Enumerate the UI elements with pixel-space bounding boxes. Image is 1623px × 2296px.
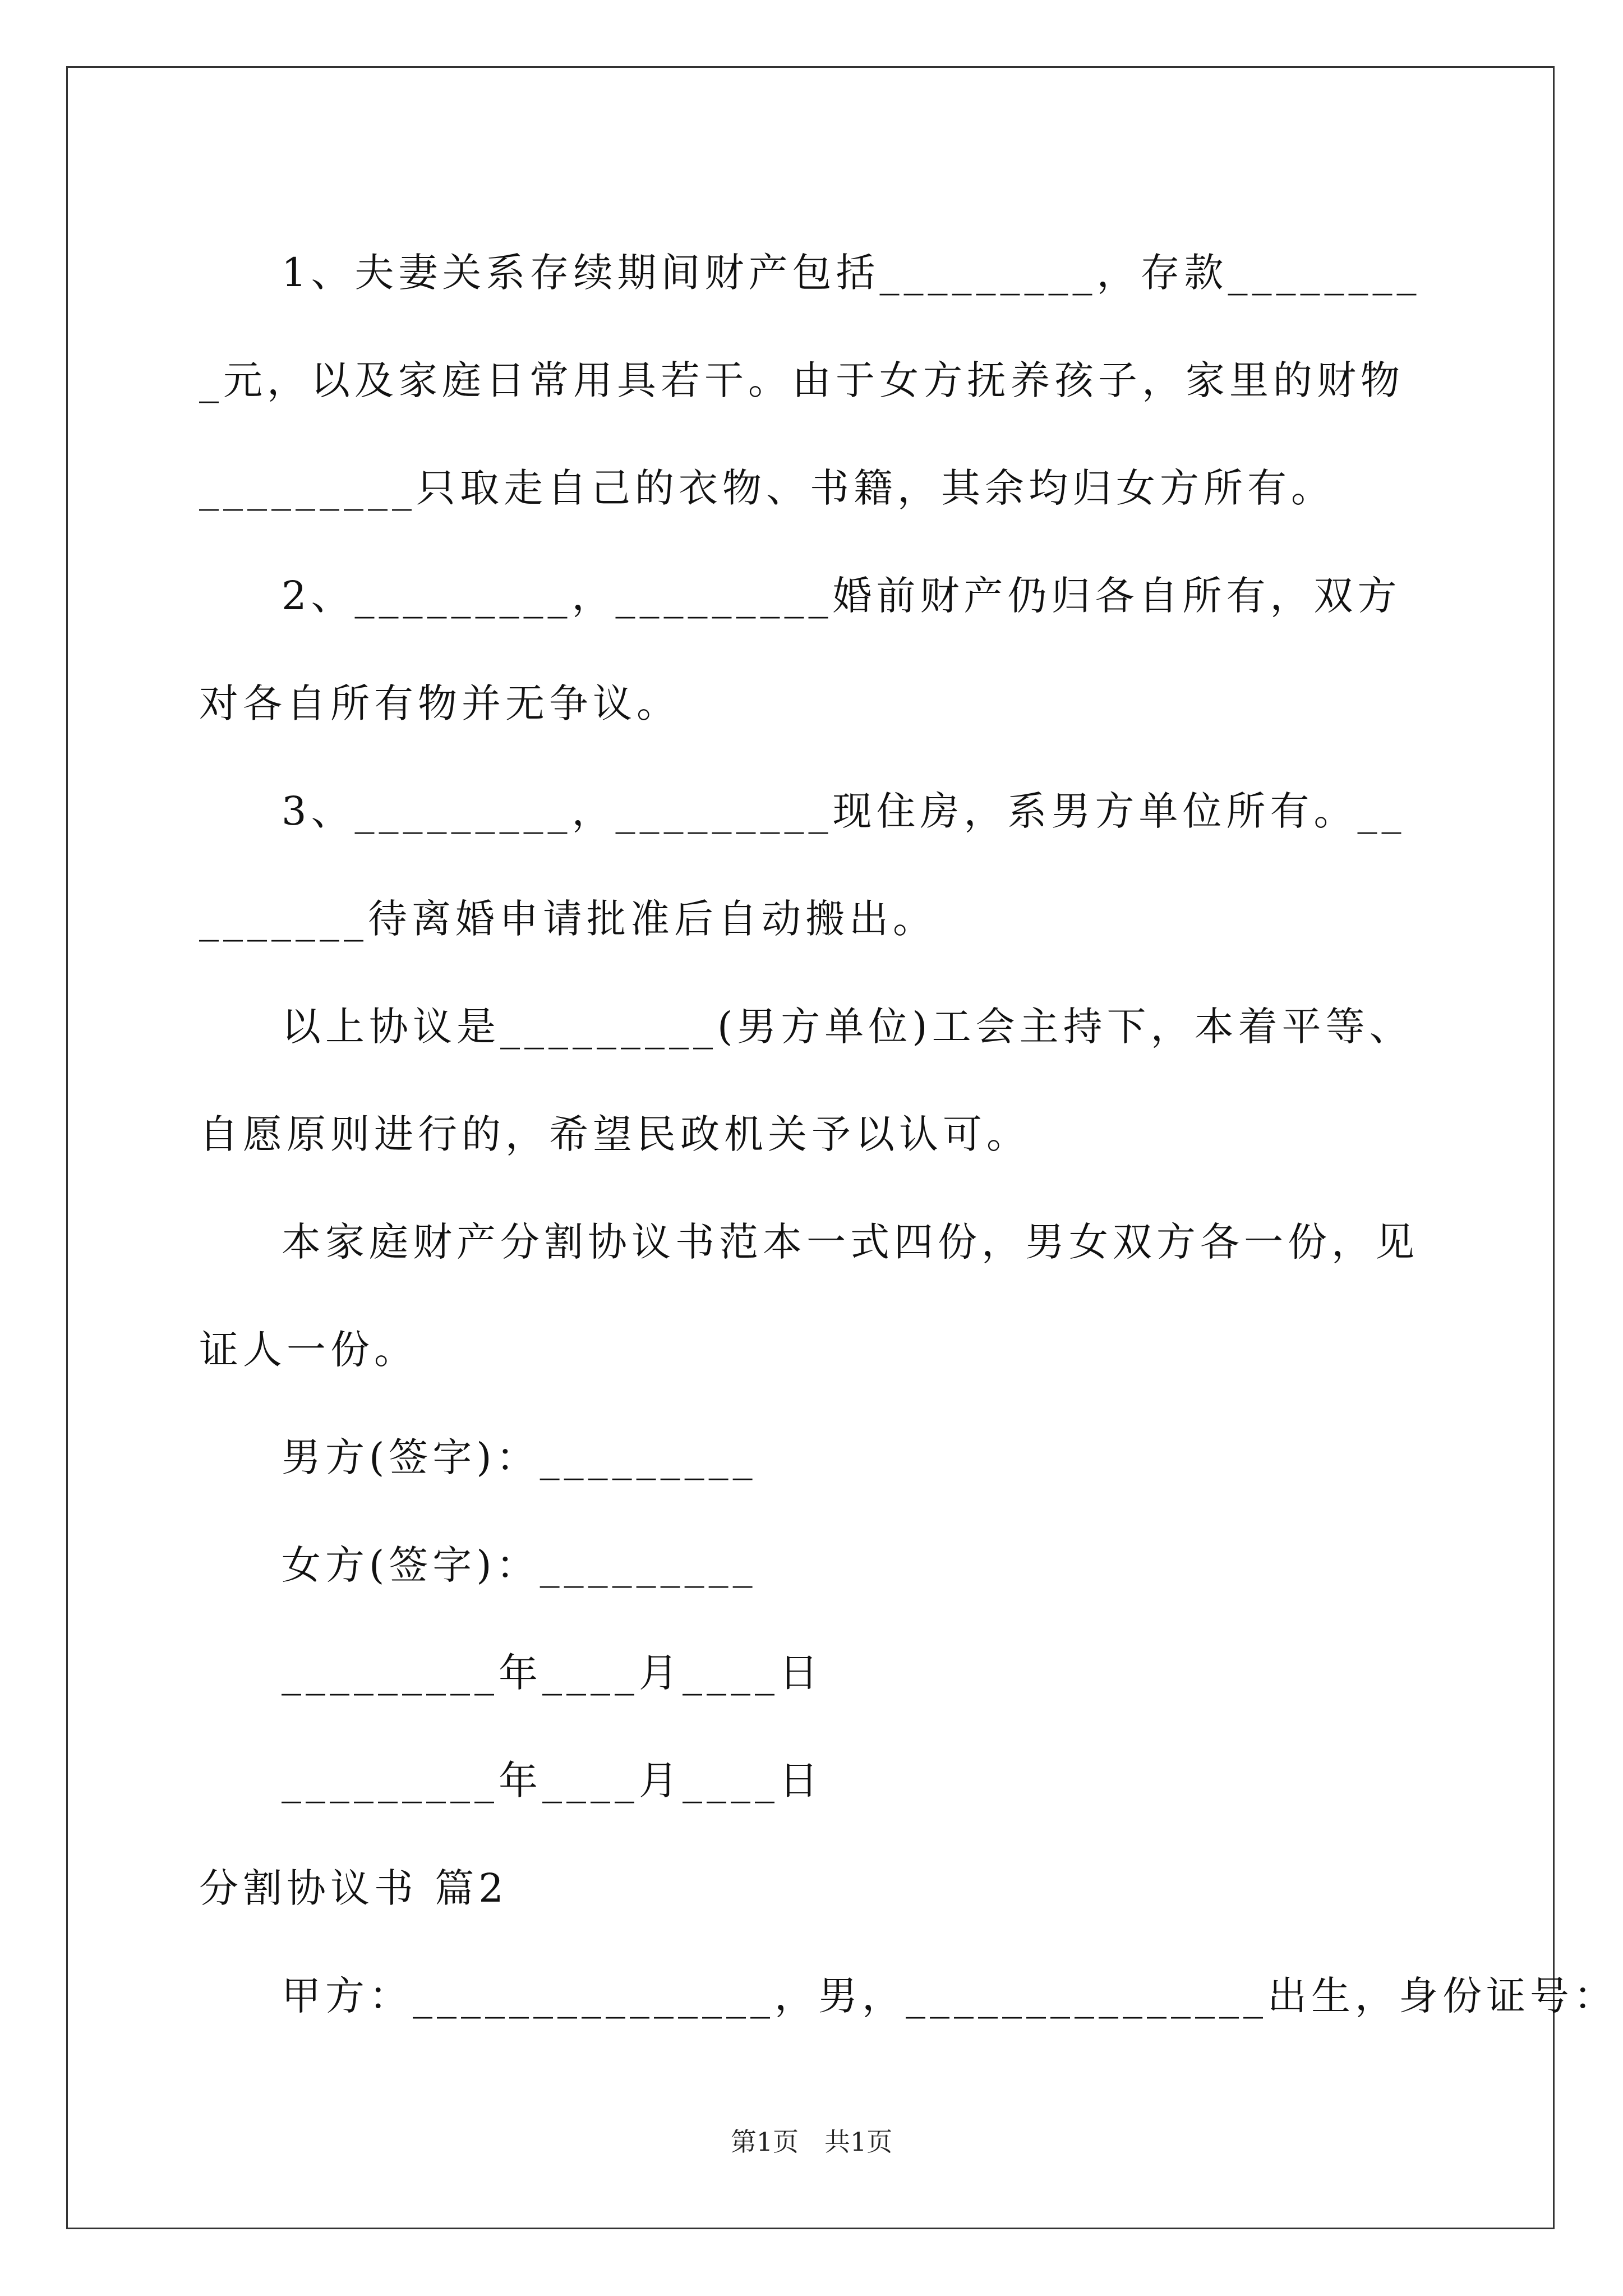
paragraph-copies: 本家庭财产分割协议书范本一式四份，男女双方各一份，见证人一份。 bbox=[199, 1219, 1419, 1373]
signature-female: 女方(签字)：_________ bbox=[282, 1542, 757, 1588]
page-footer: 第1页 共1页 bbox=[730, 2127, 893, 2157]
party-a-line: 甲方：_______________，男，_______________出生，身份证号： bbox=[282, 1973, 1617, 2019]
paragraph-housing: 3、_________，_________现住房，系男方单位所有。_________待离婚申请批准后自动搬出。 bbox=[199, 788, 1406, 942]
date-line-1: _________年____月____日 bbox=[282, 1650, 823, 1696]
section-heading: 分割协议书 篇2 bbox=[199, 1865, 508, 1911]
date-line-2: _________年____月____日 bbox=[282, 1757, 823, 1803]
paragraph-property-list: 1、夫妻关系存续期间财产包括_________，存款_________元，以及家庭日常用具若干。由于女方抚养孩子，家里的财物_________只取走自己的衣物、书籍，其余均归女方所有。 bbox=[199, 250, 1421, 511]
signature-male: 男方(签字)：_________ bbox=[282, 1434, 757, 1480]
paragraph-premarital-property: 2、_________，_________婚前财产仍归各自所有，双方对各自所有物并无争议。 bbox=[199, 573, 1401, 726]
paragraph-union-hosted: 以上协议是_________(男方单位)工会主持下，本着平等、自愿原则进行的，希望民政机关予以认可。 bbox=[199, 1004, 1413, 1157]
document-body bbox=[199, 219, 1617, 2050]
